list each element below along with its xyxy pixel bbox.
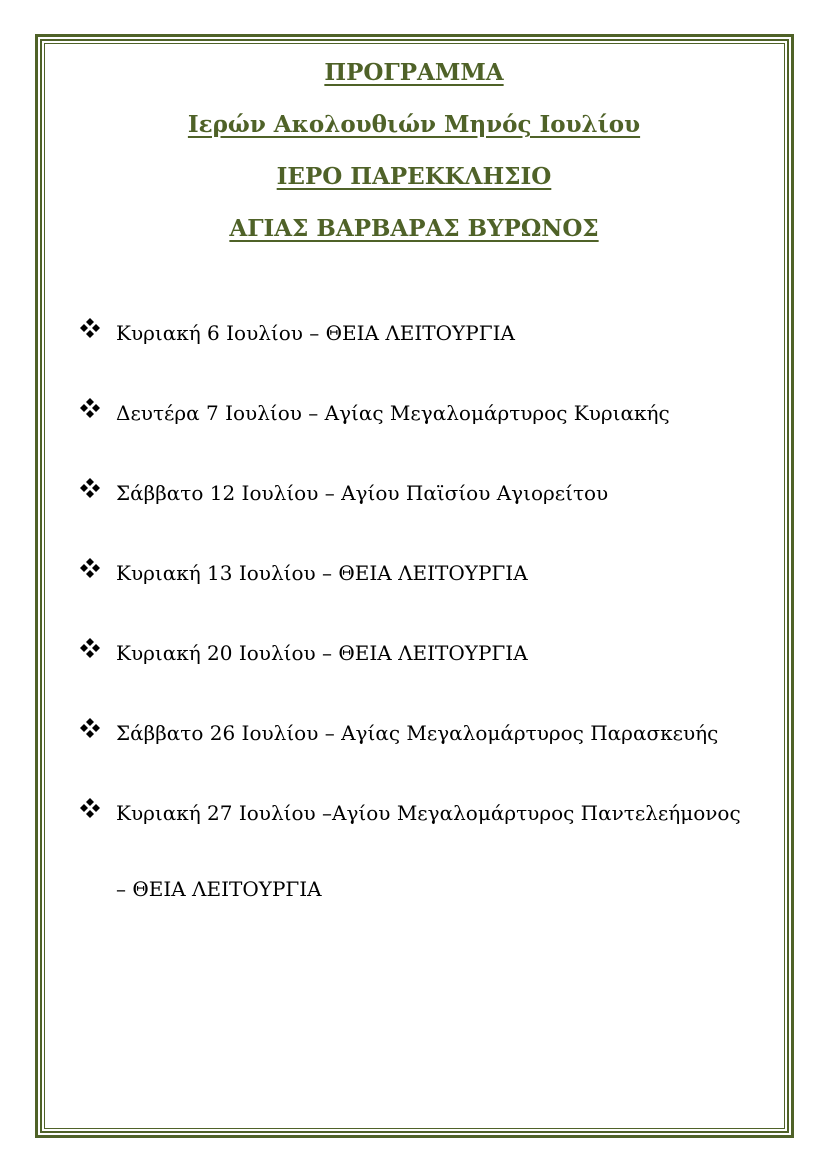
document-title: ΠΡΟΓΡΑΜΜΑ	[324, 59, 504, 86]
title-block	[44, 60, 784, 268]
schedule-item-text: Δευτέρα 7 Ιουλίου – Αγίας Μεγαλομάρτυρος Κυριακής	[116, 401, 670, 425]
four-diamond-bullet-icon	[80, 478, 100, 498]
schedule-list	[80, 317, 800, 877]
list-item	[80, 797, 800, 877]
four-diamond-bullet-icon	[80, 398, 100, 418]
list-item	[80, 557, 800, 637]
four-diamond-bullet-icon	[80, 318, 100, 338]
list-item	[80, 477, 800, 557]
schedule-item-text: Κυριακή 20 Ιουλίου – ΘΕΙΑ ΛΕΙΤΟΥΡΓΙΑ	[116, 641, 528, 665]
schedule-item-text: Σάββατο 12 Ιουλίου – Αγίου Παϊσίου Αγιορείτου	[116, 481, 609, 505]
schedule-item-text: Κυριακή 13 Ιουλίου – ΘΕΙΑ ΛΕΙΤΟΥΡΓΙΑ	[116, 561, 528, 585]
schedule-item-text: Κυριακή 6 Ιουλίου – ΘΕΙΑ ΛΕΙΤΟΥΡΓΙΑ	[116, 321, 515, 345]
four-diamond-bullet-icon	[80, 558, 100, 578]
schedule-item-continuation: – ΘΕΙΑ ΛΕΙΤΟΥΡΓΙΑ	[116, 877, 322, 901]
document-subtitle: Ιερών Ακολουθιών Μηνός Ιουλίου	[187, 111, 641, 138]
chapel-name: ΙΕΡΟ ΠΑΡΕΚΚΛΗΣΙΟ	[276, 163, 552, 190]
chapel-location: ΑΓΙΑΣ ΒΑΡΒΑΡΑΣ ΒΥΡΩΝΟΣ	[229, 215, 599, 242]
four-diamond-bullet-icon	[80, 798, 100, 818]
list-item	[80, 317, 800, 397]
four-diamond-bullet-icon	[80, 638, 100, 658]
four-diamond-bullet-icon	[80, 718, 100, 738]
list-item	[80, 397, 800, 477]
list-item	[80, 637, 800, 717]
schedule-item-text: Σάββατο 26 Ιουλίου – Αγίας Μεγαλομάρτυρος Παρασκευής	[116, 721, 719, 745]
schedule-item-text: Κυριακή 27 Ιουλίου –Αγίου Μεγαλομάρτυρος Παντελεήμονος	[116, 801, 741, 825]
list-item	[80, 717, 800, 797]
